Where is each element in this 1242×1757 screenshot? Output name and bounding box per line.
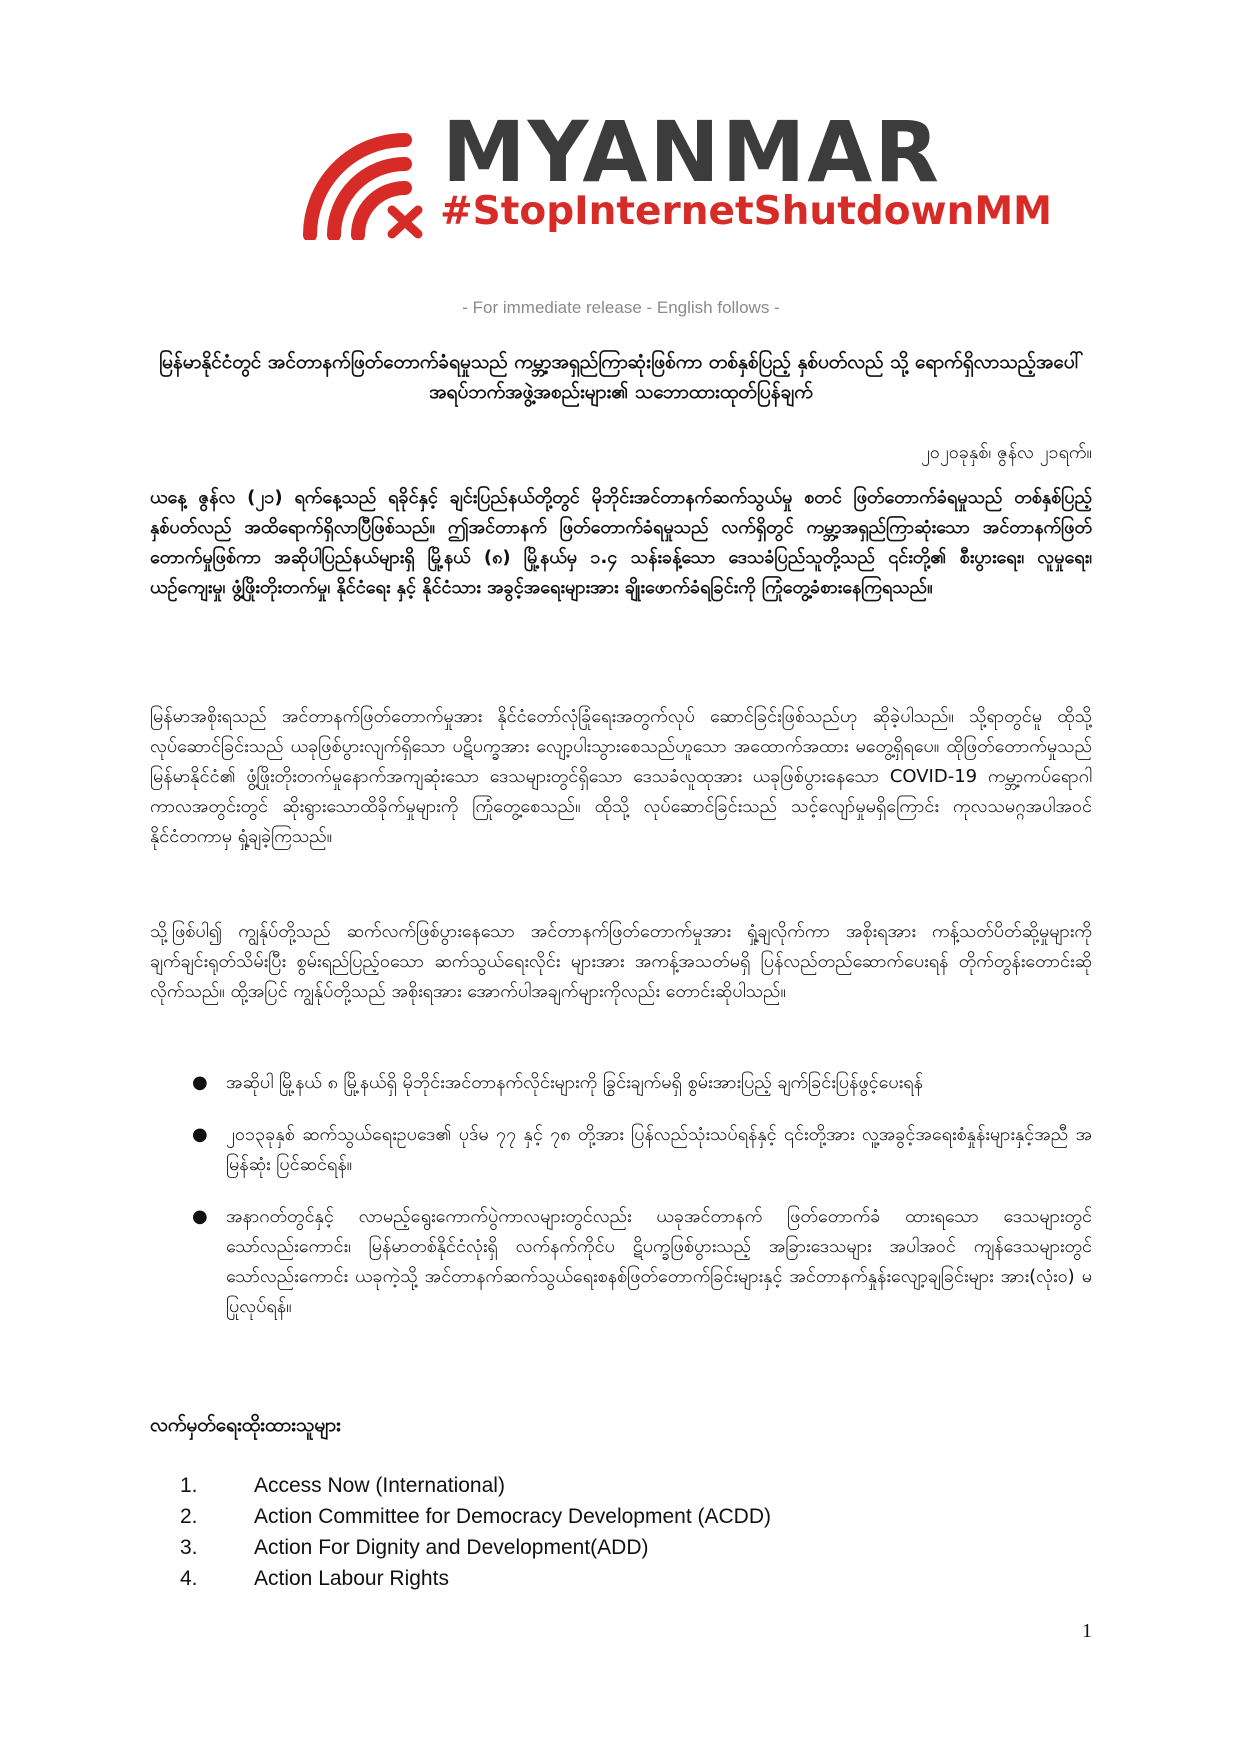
list-number: 2. <box>180 1505 198 1528</box>
organization-name: Action Committee for Democracy Development (ACDD) <box>254 1505 771 1528</box>
list-number: 1. <box>180 1474 198 1497</box>
list-item <box>180 1532 771 1563</box>
paragraph-2: မြန်မာအစိုးရသည် အင်တာနက်ဖြတ်တောက်မှုအား နိုင်ငံတော်လုံခြုံရေးအတွက်လုပ် ဆောင်ခြင်းဖြစ်သည်ဟု ဆိုခဲ့ပါသည်။ သို့ရာတွင်မူ ထိုသို့လုပ်ဆောင်ခြင်းသည် ယခုဖြစ်ပွားလျက်ရှိသော ပဋိပက္ခအား လျော့ပါးသွားစေသည်ဟူသော အထောက်အထား မတွေ့ရှိရပေ။ ထိုဖြတ်တောက်မှုသည် မြန်မာနိုင်ငံ၏ ဖွံ့ဖြိုးတိုးတက်မှုနောက်အကျဆုံးသော ဒေသများတွင်ရှိသော ဒေသခံလူထုအား ယခုဖြစ်ပွားနေသော COVID-19 ကမ္ဘာ့ကပ်ရောဂါကာလအတွင်းတွင် ဆိုးရွားသောထိခိုက်မှုများကို ကြုံတွေ့စေသည်။ ထိုသို့ လုပ်ဆောင်ခြင်းသည် သင့်လျော်မှုမရှိကြောင်း ကုလသမဂ္ဂအပါအဝင် နိုင်ငံတကာမှ ရှုံ့ချခဲ့ကြသည်။ <box>150 706 1092 847</box>
campaign-logo <box>292 103 1052 240</box>
wifi-cross-icon <box>292 130 442 240</box>
list-item <box>150 1068 1092 1098</box>
signers-heading: လက်မှတ်ရေးထိုးထားသူများ <box>150 1414 341 1436</box>
list-item-text: အနာဂတ်တွင်နှင့် လာမည့်ရွေးကောက်ပွဲကာလများတွင်လည်း ယခုအင်တာနက် ဖြတ်တောက်ခံ ထားရသော ဒေသများတွင် သော်လည်းကောင်း၊ မြန်မာတစ်နိုင်ငံလုံးရှိ လက်နက်ကိုင်ပ ဋိပက္ခဖြစ်ပွားသည့် အခြားဒေသများ အပါအဝင် ကျန်ဒေသများတွင်သော်လည်းကောင်း ယခုကဲ့သို့ အင်တာနက်ဆက်သွယ်ရေးစနစ်ဖြတ်တောက်ခြင်းများနှင့် အင်တာနက်နှုန်းလျော့ချခြင်းများ အား(လုံးဝ) မပြုလုပ်ရန်။ <box>226 1206 1092 1317</box>
organization-name: Action For Dignity and Development(ADD) <box>254 1536 649 1559</box>
paragraph-3: သို့ဖြစ်ပါ၍ ကျွန်ုပ်တို့သည် ဆက်လက်ဖြစ်ပွားနေသော အင်တာနက်ဖြတ်တောက်မှုအား ရှုံ့ချလိုက်ကာ အစိုးရအား ကန့်သတ်ပိတ်ဆို့မှုများကို ချက်ချင်းရုတ်သိမ်းပြီး စွမ်းရည်ပြည့်ဝသော ဆက်သွယ်ရေးလိုင်း များအား အကန့်အသတ်မရှိ ပြန်လည်တည်ဆောက်ပေးရန် တိုက်တွန်းတောင်းဆိုလိုက်သည်။ ထို့အပြင် ကျွန်ုပ်တို့သည် အစိုးရအား အောက်ပါအချက်များကိုလည်း တောင်းဆိုပါသည်။ <box>150 921 1092 1002</box>
release-note: - For immediate release - English follows - <box>462 298 780 317</box>
demands-list <box>150 1068 1092 1344</box>
list-item <box>150 1120 1092 1180</box>
list-item <box>180 1563 771 1594</box>
list-item-text: ၂၀၁၃ခုနှစ် ဆက်သွယ်ရေးဥပဒေ၏ ပုဒ်မ ၇၇ နှင့် ၇၈ တို့အား ပြန်လည်သုံးသပ်ရန်နှင့် ၎င်းတို့အား လူ့အခွင့်အရေးစံနှုန်းများနှင့်အညီ အမြန်ဆုံး ပြင်ဆင်ရန်။ <box>226 1124 1092 1175</box>
organization-name: Action Labour Rights <box>254 1567 449 1590</box>
list-item <box>180 1470 771 1501</box>
list-item <box>150 1202 1092 1322</box>
bullet-icon: ● <box>192 1072 208 1093</box>
document-title: မြန်မာနိုင်ငံတွင် အင်တာနက်ဖြတ်တောက်ခံရမှုသည် ကမ္ဘာ့အရှည်ကြာဆုံးဖြစ်ကာ တစ်နှစ်ပြည့် နှစ်ပတ်လည် သို့ ရောက်ရှိလာသည့်အပေါ် အရပ်ဘက်အဖွဲ့အစည်းများ၏ သဘောထားထုတ်ပြန်ချက် <box>158 351 1084 403</box>
logo-hashtag: #StopInternetShutdownMM <box>440 189 1052 234</box>
bullet-icon: ● <box>192 1206 208 1227</box>
document-date: ၂၀၂၀ခုနှစ်၊ ဇွန်လ ၂၁ရက်။ <box>920 442 1092 463</box>
organizations-list <box>180 1470 771 1594</box>
list-number: 4. <box>180 1567 198 1590</box>
list-number: 3. <box>180 1536 198 1559</box>
list-item <box>180 1501 771 1532</box>
list-item-text: အဆိုပါ မြို့နယ် ၈ မြို့နယ်ရှိ မိုဘိုင်းအင်တာနက်လိုင်းများကို ခြွင်းချက်မရှိ စွမ်းအားပြည့် ချက်ခြင်းပြန်ဖွင့်ပေးရန် <box>226 1072 923 1093</box>
page-number: 1 <box>1082 1620 1092 1642</box>
paragraph-1: ယနေ့ ဇွန်လ (၂၁) ရက်နေ့သည် ရခိုင်နှင့် ချင်းပြည်နယ်တို့တွင် မိုဘိုင်းအင်တာနက်ဆက်သွယ်မှု စတင် ဖြတ်တောက်ခံရမှုသည် တစ်နှစ်ပြည့် နှစ်ပတ်လည် အထိရောက်ရှိလာပြီဖြစ်သည်။ ဤအင်တာနက် ဖြတ်တောက်ခံရမှုသည် လက်ရှိတွင် ကမ္ဘာ့အရှည်ကြာဆုံးသော အင်တာနက်ဖြတ်တောက်မှုဖြစ်ကာ အဆိုပါပြည်နယ်များရှိ မြို့နယ် (၈) မြို့နယ်မှ ၁.၄ သန်းခန့်သော ဒေသခံပြည်သူတို့သည် ၎င်းတို့၏ စီးပွားရေး၊ လူမှုရေး၊ ယဉ်ကျေးမှု၊ ဖွံ့ဖြိုးတိုးတက်မှု၊ နိုင်ငံရေး နှင့် နိုင်ငံသား အခွင့်အရေးများအား ချိုးဖောက်ခံရခြင်းကို ကြုံတွေ့ခံစားနေကြရသည်။ <box>150 487 1092 598</box>
organization-name: Access Now (International) <box>254 1474 505 1497</box>
bullet-icon: ● <box>192 1124 208 1145</box>
logo-wordmark: MYANMAR <box>442 103 941 201</box>
